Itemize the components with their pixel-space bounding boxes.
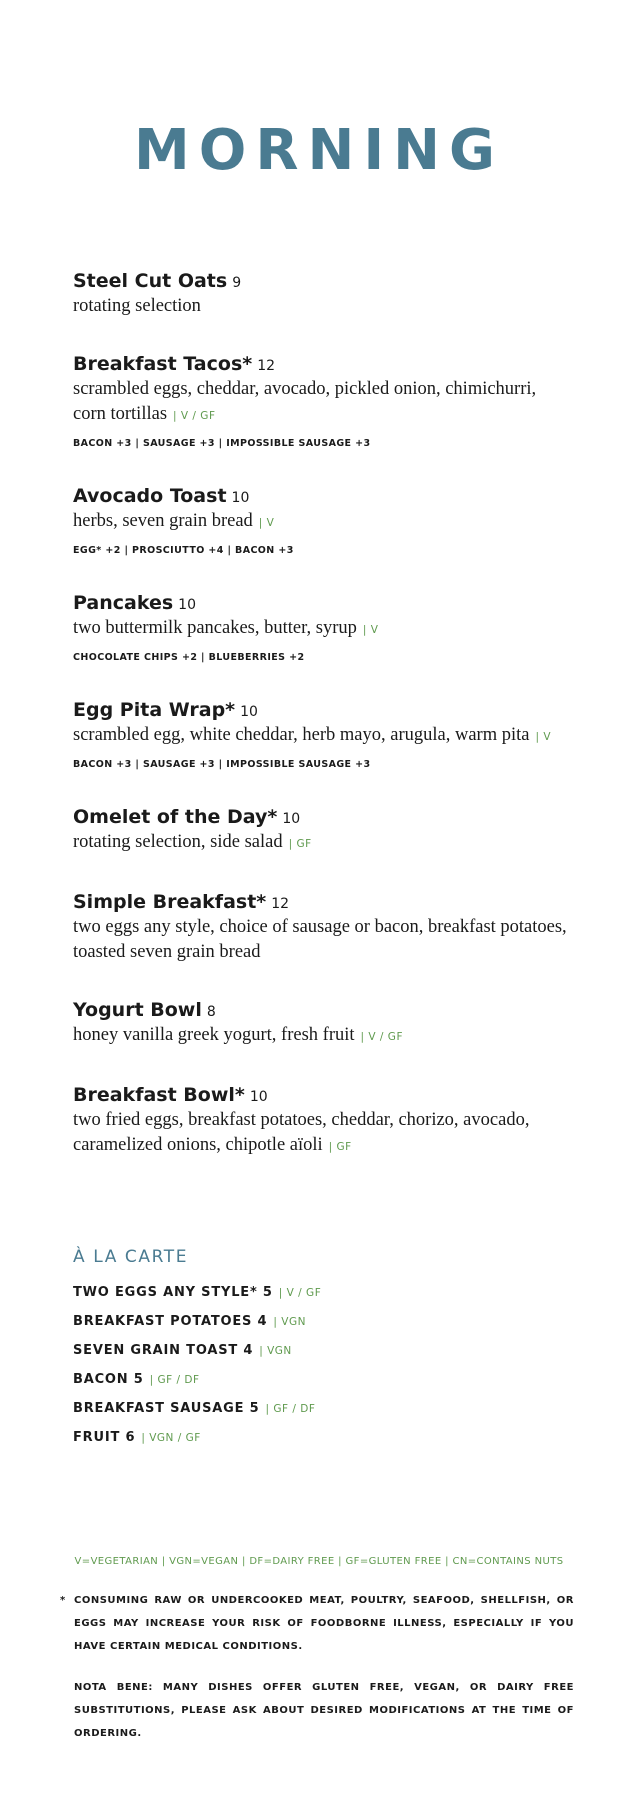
item-description: rotating selection, side salad <box>73 832 283 852</box>
dietary-tag: | GF <box>288 838 312 850</box>
side-item <box>73 1285 573 1301</box>
dietary-tag: | GF / DF <box>149 1374 200 1386</box>
side-price: 4 <box>257 1314 268 1329</box>
item-name: Egg Pita Wrap* <box>73 699 236 721</box>
item-description: two fried eggs, breakfast potatoes, cheddar, chorizo, avocado, caramelized onions, chipotle aïoli <box>73 1110 530 1155</box>
item-price: 12 <box>257 358 276 374</box>
dietary-tag: | V <box>535 731 552 743</box>
item-name: Yogurt Bowl <box>73 999 202 1021</box>
dietary-legend: V=VEGETARIAN | VGN=VEGAN | DF=DAIRY FREE | GF=GLUTEN FREE | CN=CONTAINS NUTS <box>74 1556 564 1567</box>
item-description: two eggs any style, choice of sausage or bacon, breakfast potatoes, toasted seven grain bread <box>73 917 567 962</box>
item-price: 10 <box>249 1089 268 1105</box>
item-price: 10 <box>231 490 250 506</box>
side-name: TWO EGGS ANY STYLE* <box>73 1285 258 1300</box>
item-name: Steel Cut Oats <box>73 270 228 292</box>
menu-item <box>73 891 573 965</box>
item-price: 10 <box>240 704 258 720</box>
dietary-tag: | GF <box>328 1141 352 1153</box>
menu-item <box>73 806 573 857</box>
item-name: Avocado Toast <box>73 485 227 507</box>
item-description: herbs, seven grain bread <box>73 511 253 531</box>
nota-bene: NOTA BENE: MANY DISHES OFFER GLUTEN FREE, VEGAN, OR DAIRY FREE SUBSTITUTIONS, PLEASE ASK ABOUT DESIRED MODIFICATIONS AT THE TIME OF ORDERING. <box>74 1682 574 1739</box>
menu-item <box>73 270 573 319</box>
item-description: honey vanilla greek yogurt, fresh fruit <box>73 1025 355 1045</box>
side-name: SEVEN GRAIN TOAST <box>73 1343 239 1358</box>
item-description: two buttermilk pancakes, butter, syrup <box>73 618 357 638</box>
item-name: Breakfast Tacos* <box>73 353 253 375</box>
item-price: 9 <box>232 275 242 291</box>
side-name: FRUIT <box>73 1430 121 1445</box>
side-item <box>73 1401 573 1417</box>
health-warning: CONSUMING RAW OR UNDERCOOKED MEAT, POULTRY, SEAFOOD, SHELLFISH, OR EGGS MAY INCREASE YOUR RISK OF FOODBORNE ILLNESS, ESPECIALLY IF YOU HAVE CERTAIN MEDICAL CONDITIONS. <box>74 1595 574 1652</box>
item-price: 8 <box>206 1004 216 1020</box>
menu-item <box>73 485 573 558</box>
item-name: Pancakes <box>73 592 174 614</box>
dietary-tag: | V / GF <box>278 1287 322 1299</box>
menu-item <box>73 1084 573 1160</box>
asterisk-mark: * <box>60 1595 66 1606</box>
item-price: 10 <box>282 811 301 827</box>
item-description: scrambled egg, white cheddar, herb mayo, arugula, warm pita <box>73 725 530 745</box>
page-title: MORNING <box>134 118 504 183</box>
side-name: BACON <box>73 1372 129 1387</box>
item-addons: BACON +3 | SAUSAGE +3 | IMPOSSIBLE SAUSAGE +3 <box>73 759 371 770</box>
side-price: 5 <box>133 1372 144 1387</box>
menu-list <box>73 270 573 1194</box>
dietary-tag: | V / GF <box>173 410 216 422</box>
menu-item <box>73 353 573 451</box>
side-item <box>73 1430 573 1446</box>
side-item <box>73 1372 573 1388</box>
side-item <box>73 1314 573 1330</box>
menu-item <box>73 699 573 772</box>
dietary-tag: | VGN <box>273 1316 306 1328</box>
side-price: 5 <box>249 1401 260 1416</box>
item-price: 10 <box>178 597 196 613</box>
dietary-tag: | VGN / GF <box>141 1432 201 1444</box>
item-name: Simple Breakfast* <box>73 891 267 913</box>
side-name: BREAKFAST POTATOES <box>73 1314 253 1329</box>
item-name: Omelet of the Day* <box>73 806 278 828</box>
menu-item <box>73 592 573 665</box>
dietary-tag: | VGN <box>259 1345 292 1357</box>
footnotes <box>62 1589 574 1763</box>
item-addons: EGG* +2 | PROSCIUTTO +4 | BACON +3 <box>73 545 294 556</box>
a-la-carte-section <box>73 1247 573 1459</box>
side-price: 6 <box>125 1430 136 1445</box>
item-name: Breakfast Bowl* <box>73 1084 245 1106</box>
item-price: 12 <box>271 896 290 912</box>
side-item <box>73 1343 573 1359</box>
dietary-tag: | V / GF <box>360 1031 403 1043</box>
side-price: 4 <box>243 1343 254 1358</box>
item-addons: CHOCOLATE CHIPS +2 | BLUEBERRIES +2 <box>73 652 305 663</box>
dietary-tag: | GF / DF <box>265 1403 316 1415</box>
item-addons: BACON +3 | SAUSAGE +3 | IMPOSSIBLE SAUSAGE +3 <box>73 438 371 449</box>
section-title: À LA CARTE <box>73 1247 189 1267</box>
item-description: scrambled eggs, cheddar, avocado, pickled onion, chimichurri, corn tortillas <box>73 379 537 424</box>
side-price: 5 <box>262 1285 273 1300</box>
item-description: rotating selection <box>73 296 201 316</box>
menu-item <box>73 999 573 1050</box>
dietary-tag: | V <box>362 624 379 636</box>
dietary-tag: | V <box>258 517 275 529</box>
side-name: BREAKFAST SAUSAGE <box>73 1401 245 1416</box>
